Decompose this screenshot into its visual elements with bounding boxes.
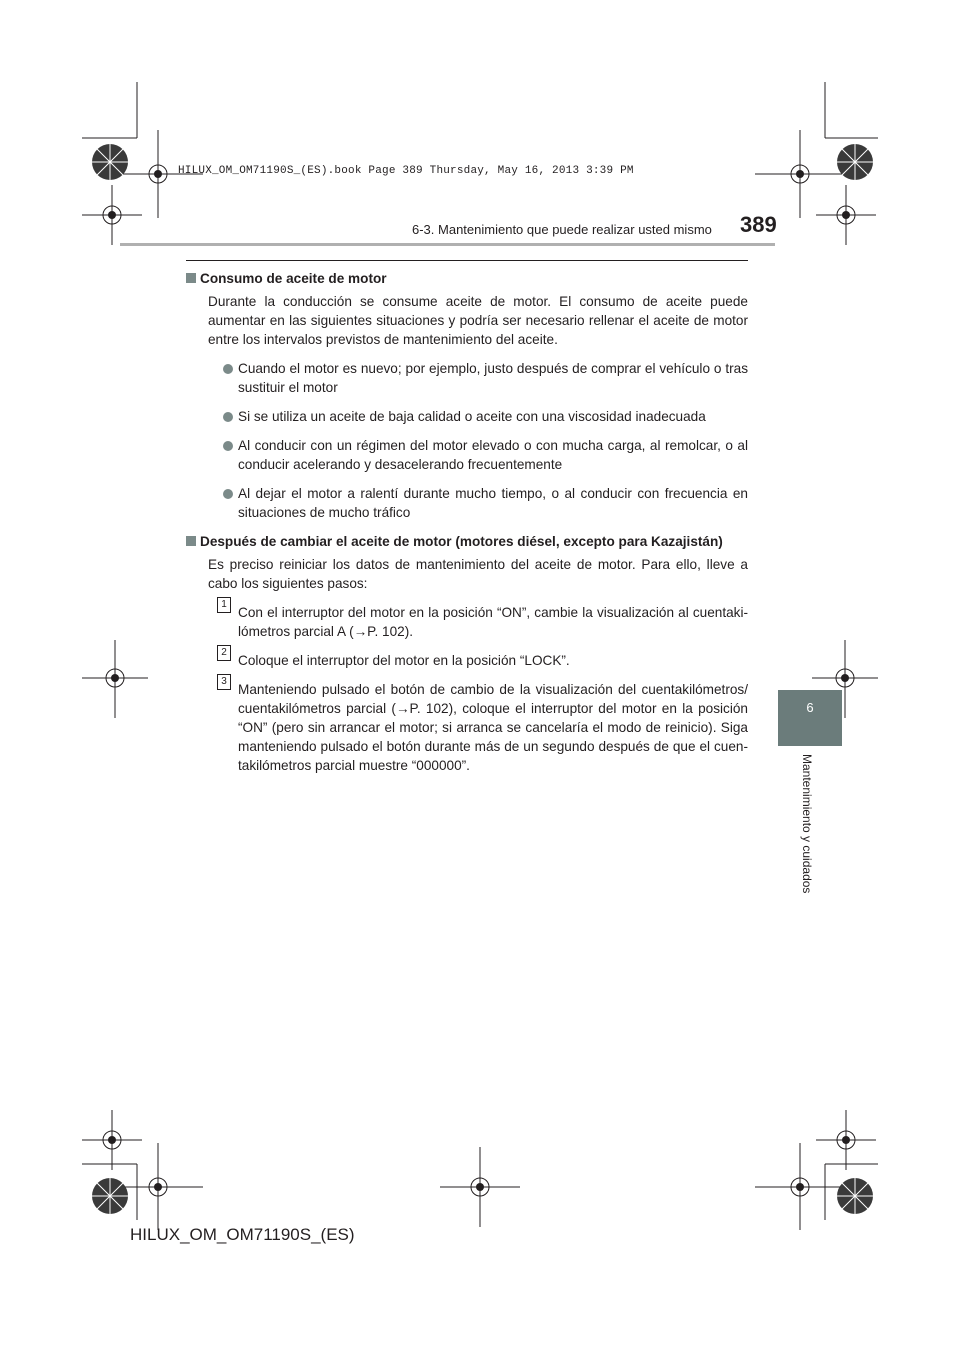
section-title: 6-3. Mantenimiento que puede realizar usted mismo bbox=[412, 222, 712, 237]
footer-doc-code: HILUX_OM_OM71190S_(ES) bbox=[130, 1225, 355, 1244]
chapter-tab-number: 6 bbox=[806, 700, 814, 715]
bullet-icon bbox=[223, 364, 233, 374]
list-item: Al conducir con un régimen del motor elevado o con mucha carga, al remolcar, o al conducir acelerando y desacelerando frecuentemente bbox=[186, 436, 748, 474]
list-item: Si se utiliza un aceite de baja calidad o aceite con una viscosidad inadecuada bbox=[186, 407, 748, 426]
bullet-icon bbox=[223, 441, 233, 451]
after-oil-change-intro: Es preciso reiniciar los datos de mantenimiento del aceite de motor. Para ello, lleve a cabo los siguientes pasos: bbox=[208, 557, 748, 591]
step-number: 3 bbox=[217, 674, 231, 690]
chapter-side-title: Mantenimiento y cuidados bbox=[800, 754, 814, 894]
step-item: 2 Coloque el interruptor del motor en la posición “LOCK”. bbox=[186, 651, 748, 670]
oil-consumption-intro: Durante la conducción se consume aceite de motor. El consumo de aceite puede aumentar en las siguientes situaciones y podría ser necesario rellenar el aceite de motor entre los intervalos previstos de mantenimiento del aceite. bbox=[208, 294, 748, 347]
list-item: Cuando el motor es nuevo; por ejemplo, justo después de comprar el vehículo o tras sustituir el motor bbox=[186, 359, 748, 397]
list-item: Al dejar el motor a ralentí durante mucho tiempo, o al conducir con frecuencia en situaciones de mucho tráfico bbox=[186, 484, 748, 522]
step-number: 1 bbox=[217, 597, 231, 613]
bullet-icon bbox=[223, 489, 233, 499]
page-content bbox=[186, 269, 748, 785]
step-number: 2 bbox=[217, 645, 231, 661]
page-number: 389 bbox=[740, 212, 777, 237]
bullet-icon bbox=[223, 412, 233, 422]
printer-note: HILUX_OM_OM71190S_(ES).book Page 389 Thursday, May 16, 2013 3:39 PM bbox=[178, 165, 634, 177]
content-rule bbox=[186, 260, 748, 261]
chapter-tab bbox=[778, 690, 842, 746]
step-item: 3 Manteniendo pulsado el botón de cambio de la visualización del cuentakilómetros/ cuentakilómetros parcial (→P. 102), coloque el interruptor del motor en la posición “ON” (pero sin arrancar el motor; si arranca se cancelaría el modo de reinicio). Siga manteniendo pulsado el botón durante más de un segundo después de que el cuen-takilómetros parcial muestre “000000”. bbox=[186, 680, 748, 775]
step-item: 1 Con el interruptor del motor en la posición “ON”, cambie la visualización al cuentaki-lómetros parcial A (→P. 102). bbox=[186, 603, 748, 641]
heading-after-oil-change: Después de cambiar el aceite de motor (motores diésel, excepto para Kazajistán) bbox=[186, 532, 748, 551]
heading-oil-consumption: Consumo de aceite de motor bbox=[186, 269, 748, 288]
header-rule bbox=[120, 243, 775, 246]
